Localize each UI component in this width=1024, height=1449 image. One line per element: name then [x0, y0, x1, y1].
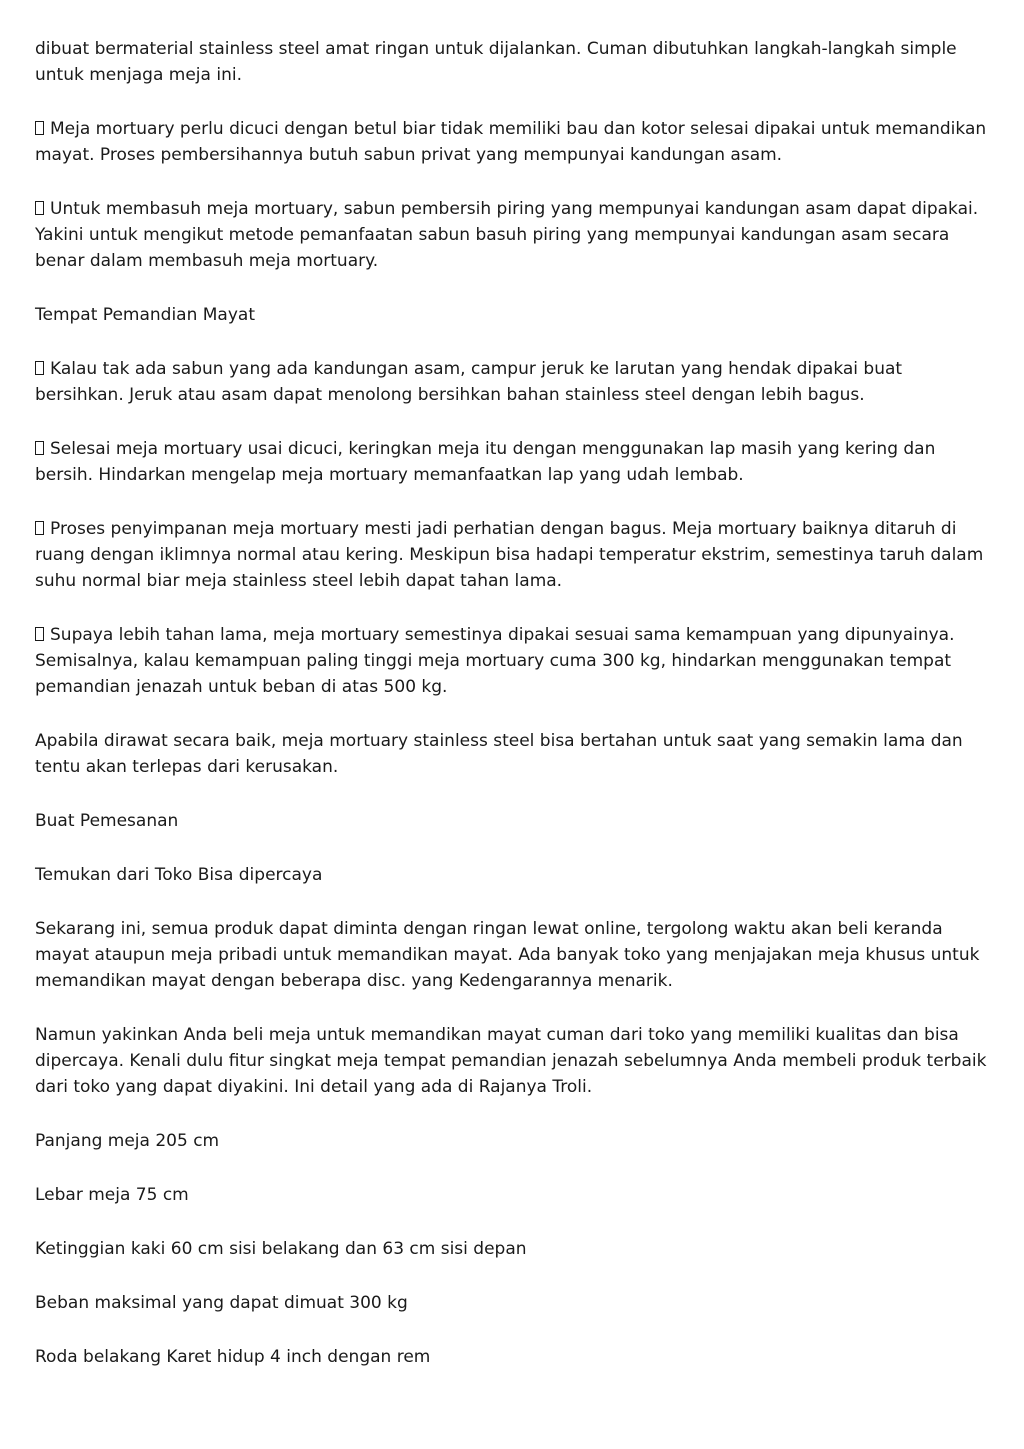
- missing-glyph-icon: [35, 361, 44, 375]
- paragraph-text: Selesai meja mortuary usai dicuci, keringkan meja itu dengan menggunakan lap masih yang kering dan bersih. Hindarkan mengelap meja mortuary memanfaatkan lap yang udah lembab.: [35, 439, 936, 485]
- paragraph: [35, 1344, 993, 1370]
- paragraph-text: Buat Pemesanan: [35, 811, 179, 831]
- paragraph: [35, 302, 993, 328]
- paragraph-text: Supaya lebih tahan lama, meja mortuary semestinya dipakai sesuai sama kemampuan yang dipunyainya. Semisalnya, kalau kemampuan paling tinggi meja mortuary cuma 300 kg, hindarkan menggunakan tempat pemandian jenazah untuk beban di atas 500 kg.: [35, 625, 955, 697]
- paragraph-text: Proses penyimpanan meja mortuary mesti jadi perhatian dengan bagus. Meja mortuary baiknya ditaruh di ruang dengan iklimnya normal atau kering. Meskipun bisa hadapi temperatur ekstrim, semestinya taruh dalam suhu normal biar meja stainless steel lebih dapat tahan lama.: [35, 519, 984, 591]
- paragraph-text: Ketinggian kaki 60 cm sisi belakang dan 63 cm sisi depan: [35, 1239, 527, 1259]
- paragraph-text: Namun yakinkan Anda beli meja untuk memandikan mayat cuman dari toko yang memiliki kualitas dan bisa dipercaya. Kenali dulu fitur singkat meja tempat pemandian jenazah sebelumnya Anda membeli produk terbaik dari toko yang dapat diyakini. Ini detail yang ada di Rajanya Troli.: [35, 1025, 987, 1097]
- paragraph: [35, 1182, 993, 1208]
- bullet-paragraph: [35, 436, 993, 488]
- paragraph: [35, 1128, 993, 1154]
- bullet-paragraph: [35, 622, 993, 700]
- paragraph: [35, 862, 993, 888]
- paragraph-text: Kalau tak ada sabun yang ada kandungan asam, campur jeruk ke larutan yang hendak dipakai buat bersihkan. Jeruk atau asam dapat menolong bersihkan bahan stainless steel dengan lebih bagus.: [35, 359, 903, 405]
- paragraph: [35, 36, 993, 88]
- missing-glyph-icon: [35, 627, 44, 641]
- paragraph: [35, 916, 993, 994]
- paragraph-text: Temukan dari Toko Bisa dipercaya: [35, 865, 323, 885]
- missing-glyph-icon: [35, 201, 44, 215]
- paragraph: [35, 1022, 993, 1100]
- paragraph: [35, 728, 993, 780]
- paragraph-text: Untuk membasuh meja mortuary, sabun pembersih piring yang mempunyai kandungan asam dapat dipakai. Yakini untuk mengikut metode pemanfaatan sabun basuh piring yang mempunyai kandungan asam secara benar dalam membasuh meja mortuary.: [35, 199, 979, 271]
- paragraph-text: Sekarang ini, semua produk dapat diminta dengan ringan lewat online, tergolong waktu akan beli keranda mayat ataupun meja pribadi untuk memandikan mayat. Ada banyak toko yang menjajakan meja khusus untuk memandikan mayat dengan beberapa disc. yang Kedengarannya menarik.: [35, 919, 980, 991]
- paragraph-text: Roda belakang Karet hidup 4 inch dengan rem: [35, 1347, 431, 1367]
- paragraph-text: Tempat Pemandian Mayat: [35, 305, 255, 325]
- paragraph-text: Panjang meja 205 cm: [35, 1131, 220, 1151]
- paragraph: [35, 1236, 993, 1262]
- bullet-paragraph: [35, 356, 993, 408]
- paragraph: [35, 1290, 993, 1316]
- missing-glyph-icon: [35, 121, 44, 135]
- paragraph-text: Lebar meja 75 cm: [35, 1185, 189, 1205]
- paragraph-text: dibuat bermaterial stainless steel amat ringan untuk dijalankan. Cuman dibutuhkan langkah-langkah simple untuk menjaga meja ini.: [35, 39, 957, 85]
- bullet-paragraph: [35, 116, 993, 168]
- paragraph: [35, 808, 993, 834]
- bullet-paragraph: [35, 196, 993, 274]
- paragraph-text: Beban maksimal yang dapat dimuat 300 kg: [35, 1293, 408, 1313]
- paragraph-text: Meja mortuary perlu dicuci dengan betul biar tidak memiliki bau dan kotor selesai dipakai untuk memandikan mayat. Proses pembersihannya butuh sabun privat yang mempunyai kandungan asam.: [35, 119, 987, 165]
- missing-glyph-icon: [35, 441, 44, 455]
- missing-glyph-icon: [35, 521, 44, 535]
- paragraph-text: Apabila dirawat secara baik, meja mortuary stainless steel bisa bertahan untuk saat yang semakin lama dan tentu akan terlepas dari kerusakan.: [35, 731, 963, 777]
- document-page: [35, 36, 993, 1398]
- bullet-paragraph: [35, 516, 993, 594]
